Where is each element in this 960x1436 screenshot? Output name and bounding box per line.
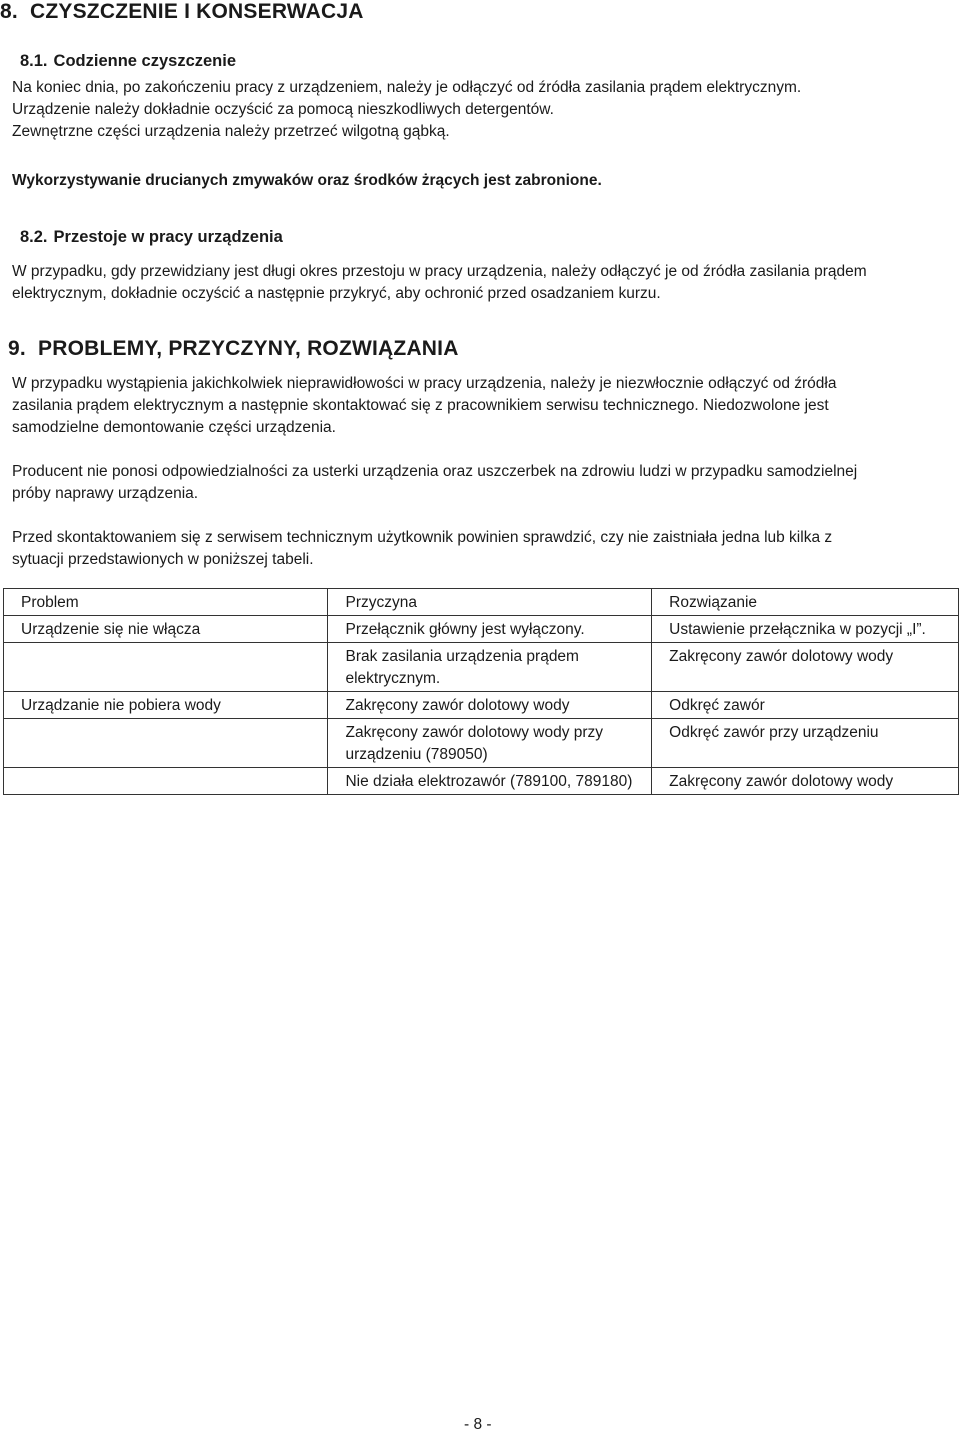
cell-problem [4,719,328,768]
section-title: PROBLEMY, PRZYCZYNY, ROZWIĄZANIA [38,337,459,360]
paragraph-line: próby naprawy urządzenia. [12,485,199,502]
paragraph-line: Zewnętrzne części urządzenia należy przetrzeć wilgotną gąbką. [12,123,450,140]
page-number: - 8 - [464,1416,492,1433]
header-solution: Rozwiązanie [652,589,959,616]
cell-solution: Zakręcony zawór dolotowy wody [652,768,959,795]
cell-problem: Urządzenie się nie włącza [4,616,328,643]
downtime-paragraph [12,261,947,305]
subsection-8-1-heading [20,52,236,71]
table-row [4,616,959,643]
paragraph-line: zasilania prądem elektrycznym a następnie skontaktować się z pracownikiem serwisu technicznego. Niedozwolone jest [12,397,829,414]
cell-cause: Zakręcony zawór dolotowy wody [328,692,652,719]
problems-paragraph-1 [12,373,947,439]
paragraph-line: Przed skontaktowaniem się z serwisem technicznym użytkownik powinien sprawdzić, czy nie zaistniała jedna lub kilka z [12,529,833,546]
paragraph-line: Producent nie ponosi odpowiedzialności za usterki urządzenia oraz uszczerbek na zdrowiu ludzi w przypadku samodzielnej [12,463,858,480]
paragraph-line: elektrycznym, dokładnie oczyścić a następnie przykryć, aby ochronić przed osadzaniem kurzu. [12,285,661,302]
header-cause: Przyczyna [328,589,652,616]
cell-cause: Brak zasilania urządzenia prądem elektrycznym. [328,643,652,692]
subsection-8-2-heading [20,228,283,247]
subsection-number: 8.2. [20,228,48,246]
paragraph-line: samodzielne demontowanie części urządzenia. [12,419,336,436]
section-number: 9. [8,337,26,360]
cell-solution: Ustawienie przełącznika w pozycji „I”. [652,616,959,643]
cell-problem [4,768,328,795]
cell-solution: Zakręcony zawór dolotowy wody [652,643,959,692]
problems-paragraph-3 [12,527,947,571]
cell-cause: Przełącznik główny jest wyłączony. [328,616,652,643]
paragraph-line: Urządzenie należy dokładnie oczyścić za pomocą nieszkodliwych detergentów. [12,101,554,118]
paragraph-line: W przypadku wystąpienia jakichkolwiek nieprawidłowości w pracy urządzenia, należy je niezwłocznie odłączyć od źródła [12,375,837,392]
cell-cause: Nie działa elektrozawór (789100, 789180) [328,768,652,795]
table-header-row [4,589,959,616]
table-row [4,643,959,692]
table-row [4,692,959,719]
section-number: 8. [0,0,18,23]
header-problem: Problem [4,589,328,616]
problems-paragraph-2 [12,461,947,505]
table-row [4,768,959,795]
table-row [4,719,959,768]
daily-cleaning-paragraph [12,77,947,143]
subsection-number: 8.1. [20,52,48,70]
cell-problem: Urządzanie nie pobiera wody [4,692,328,719]
cell-cause: Zakręcony zawór dolotowy wody przy urządzeniu (789050) [328,719,652,768]
section-title: CZYSZCZENIE I KONSERWACJA [30,0,364,23]
subsection-title: Codzienne czyszczenie [53,52,237,70]
paragraph-line: W przypadku, gdy przewidziany jest długi okres przestoju w pracy urządzenia, należy odłączyć je od źródła zasilania prądem [12,263,867,280]
subsection-title: Przestoje w pracy urządzenia [53,228,283,246]
cell-problem [4,643,328,692]
section-9-heading [8,337,459,361]
paragraph-line: sytuacji przedstawionych w poniższej tabeli. [12,551,314,568]
cell-solution: Odkręć zawór [652,692,959,719]
section-8-heading [0,0,364,24]
cleaning-warning: Wykorzystywanie drucianych zmywaków oraz środków żrących jest zabronione. [12,172,602,189]
paragraph-line: Na koniec dnia, po zakończeniu pracy z urządzeniem, należy je odłączyć od źródła zasilania prądem elektrycznym. [12,79,802,96]
cell-solution: Odkręć zawór przy urządzeniu [652,719,959,768]
troubleshooting-table [3,588,959,795]
